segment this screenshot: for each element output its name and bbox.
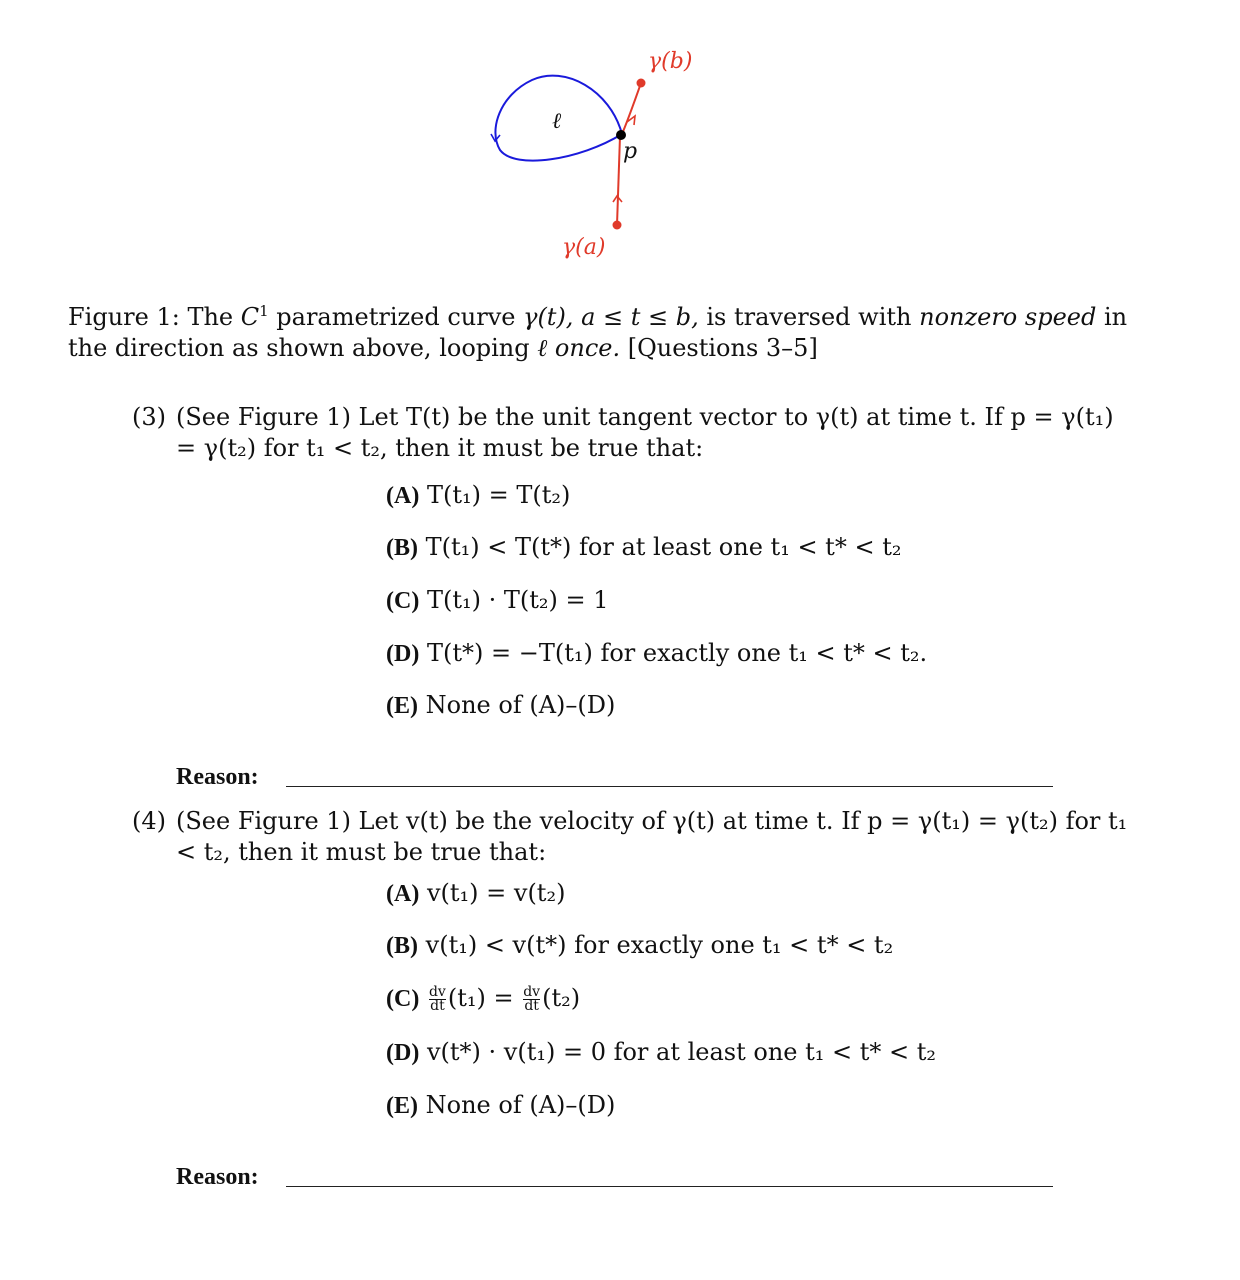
label-gamma-b: γ(b) <box>648 49 693 74</box>
dv-dt-fraction: $\frac{dv}{dt}$ <box>523 984 541 1014</box>
question-number: (4) <box>132 807 166 835</box>
question-number: (3) <box>132 403 166 431</box>
q4-option-c[interactable]: (C) $\frac{dv}{dt}$ (t₁) = $\frac{dv}{dt}$ (t₂) <box>386 984 581 1014</box>
figure-1-curve <box>470 30 730 280</box>
question-text: (See Figure 1) Let T(t) be the unit tangent vector to γ(t) at time t. If p = γ(t₁) = γ(t₂) for t₁ < t₂, then it must be true that: <box>176 403 1114 462</box>
q3-option-d[interactable]: (D) T(t*) = −T(t₁) for exactly one t₁ < t* < t₂. <box>386 639 928 667</box>
question-text: (See Figure 1) Let v(t) be the velocity of γ(t) at time t. If p = γ(t₁) = γ(t₂) for t₁ < t₂, then it must be true that: <box>176 807 1128 866</box>
q3-option-c[interactable]: (C) T(t₁) · T(t₂) = 1 <box>386 586 609 614</box>
q3-reason-label: Reason: <box>176 764 259 790</box>
gamma-b-point <box>637 79 646 88</box>
label-loop: ℓ <box>552 109 562 134</box>
q4-option-d[interactable]: (D) v(t*) · v(t₁) = 0 for at least one t₁ < t* < t₂ <box>386 1038 937 1066</box>
q4-option-a[interactable]: (A) v(t₁) = v(t₂) <box>386 879 566 907</box>
q4-option-b[interactable]: (B) v(t₁) < v(t*) for exactly one t₁ < t* < t₂ <box>386 931 894 959</box>
gamma-a-point <box>613 221 622 230</box>
label-gamma-a: γ(a) <box>562 235 606 260</box>
q3-option-b[interactable]: (B) T(t₁) < T(t*) for at least one t₁ < t* < t₂ <box>386 533 902 561</box>
q4-reason-label: Reason: <box>176 1164 259 1190</box>
label-p: p <box>623 139 638 164</box>
q3-option-e[interactable]: (E) None of (A)–(D) <box>386 691 616 719</box>
q4-reason-line[interactable] <box>286 1186 1053 1187</box>
path-segment-upper <box>622 83 641 134</box>
path-segment-lower <box>617 136 620 225</box>
question-3 <box>0 402 1240 472</box>
q3-option-a[interactable]: (A) T(t₁) = T(t₂) <box>386 481 571 509</box>
q3-reason-line[interactable] <box>286 786 1053 787</box>
figure-caption: Figure 1: The $C^1$ parametrized curve γ(t), a ≤ t ≤ b, is traversed with nonzero speed in the direction as shown above, looping ℓ once. [Questions 3–5] <box>68 302 1128 362</box>
question-4 <box>0 806 1240 876</box>
q4-option-e[interactable]: (E) None of (A)–(D) <box>386 1091 616 1119</box>
dv-dt-fraction: $\frac{dv}{dt}$ <box>428 984 446 1014</box>
